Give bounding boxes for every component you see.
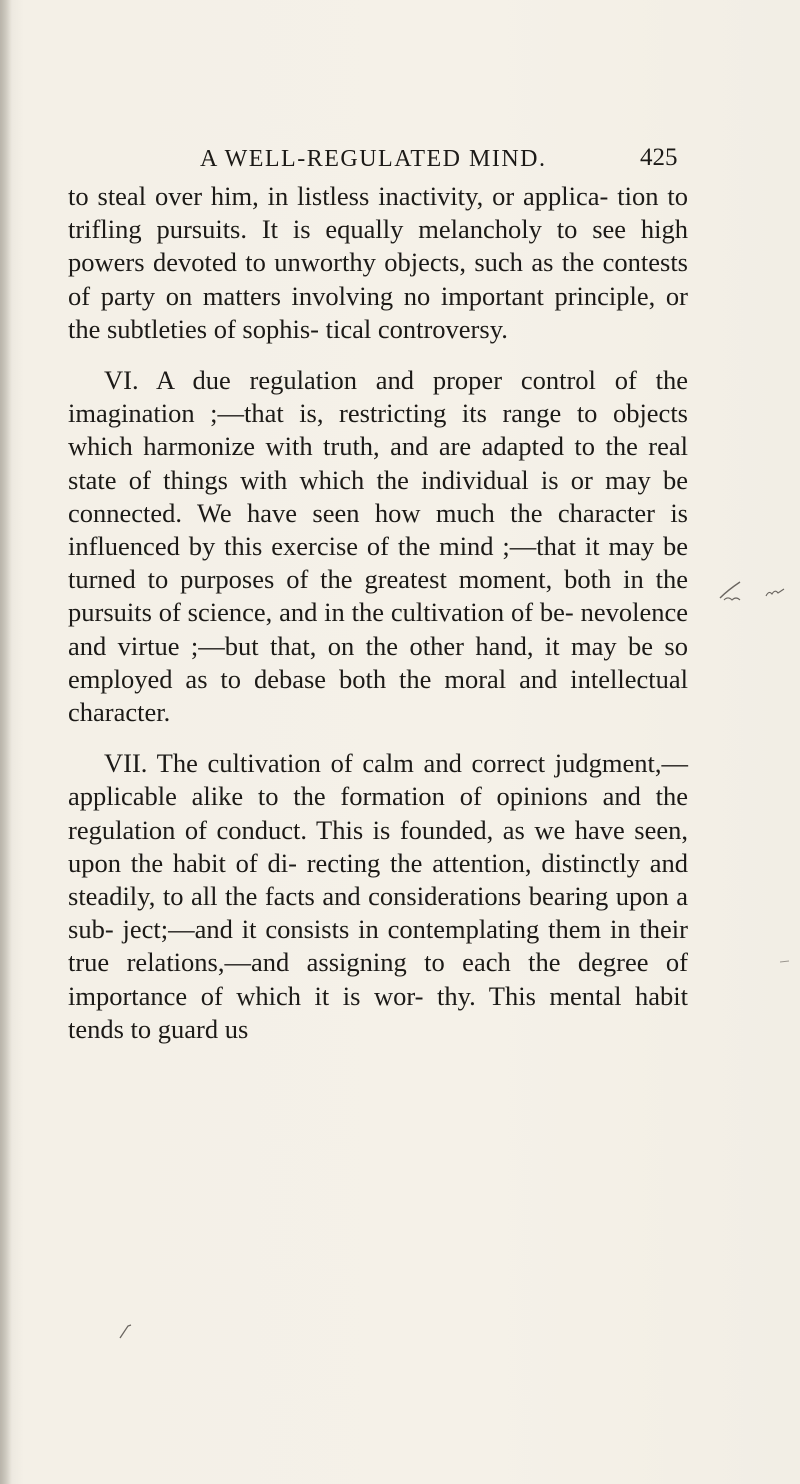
paragraph-section-vi: VI. A due regulation and proper control of the imagination ;—that is, restricting its range to objects which harmonize with truth, and are adapted to the real state of things with which the individual is or may be connected. We have seen how much the character is influenced by this exercise of the mind ;—that it may be turned to purposes of the greatest moment, both in the pursuits of science, and in the cultivation of be- nevolence and virtue ;—but that, on the other hand, it may be so employed as to debase both the moral and intellectual character. (68, 365, 688, 728)
handwritten-margin-annotation (718, 578, 790, 604)
page-body (68, 180, 688, 1046)
page-header (0, 144, 800, 178)
pencil-mark (118, 1322, 132, 1340)
paragraph-continuation: to steal over him, in listless inactivity, or applica- tion to trifling pursuits. It is equally melancholy to see high powers devoted to unworthy objects, such as the contests of party on matters involving no important principle, or the subtleties of sophis- tical controversy. (68, 181, 688, 344)
page-gutter-shadow (0, 0, 12, 1484)
page-number: 425 (640, 144, 678, 171)
pencil-tick (780, 960, 790, 964)
paragraph-section-vii: VII. The cultivation of calm and correct judgment,—applicable alike to the formation of opinions and the regulation of conduct. This is founded, as we have seen, upon the habit of di- recting the attention, distinctly and steadily, to all the facts and considerations bearing upon a sub- ject;—and it consists in contemplating them in their true relations,—and assigning to each the degree of importance of which it is wor- thy. This mental habit tends to guard us (68, 748, 688, 1044)
running-title: A WELL-REGULATED MIND. (200, 146, 547, 172)
